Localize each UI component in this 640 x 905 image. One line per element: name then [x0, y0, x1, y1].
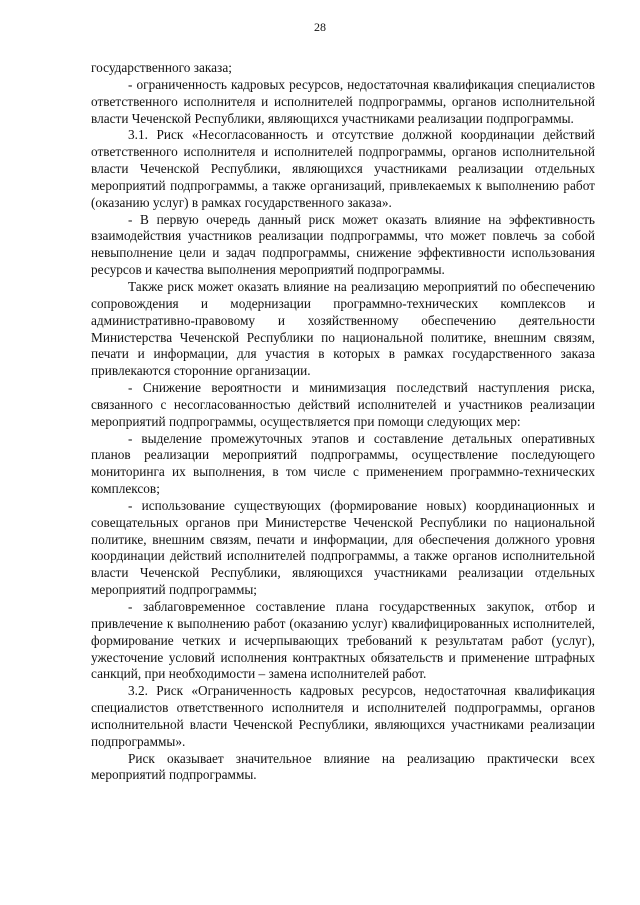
page-number: 28: [314, 20, 326, 34]
paragraph-staff-limitation: - ограниченность кадровых ресурсов, недостаточная квалификация специалистов ответственного исполнителя и исполнителей подпрограммы, органов исполнительной власти Чеченской Республики, являющихся участниками реализации подпрограммы.: [91, 76, 595, 126]
paragraph-risk-impact: - В первую очередь данный риск может оказать влияние на эффективность взаимодействия участников реализации подпрограммы, что может повлечь за собой невыполнение цели и задач подпрограммы, снижение эффективности использования ресурсов и качества выполнения мероприятий подпрограммы.: [91, 211, 595, 278]
paragraph-measure-stages: - выделение промежуточных этапов и составление детальных оперативных планов реализации мероприятий подпрограммы, осуществление последующего мониторинга их выполнения, в том числе с применением программно-технических комплексов;: [91, 430, 595, 497]
paragraph-measure-procurement: - заблаговременное составление плана государственных закупок, отбор и привлечение к выполнению работ (оказанию услуг) квалифицированных исполнителей, формирование четких и исчерпывающих требований к результатам работ (услуг), ужесточение условий исполнения контрактных обязательств и применение штрафных санкций, при необходимости – замена исполнителей работ.: [91, 599, 595, 682]
paragraph-risk-also: Также риск может оказать влияние на реализацию мероприятий по обеспечению сопровождения и модернизации программно-технических комплексов и административно-правовому и хозяйственному обеспечению деятельности Министерства Чеченской Республики по национальной политике, внешним связям, печати и информации, для участия в которых в рамках государственного заказа привлекаются сторонние организации.: [91, 278, 595, 379]
paragraph-continuation: государственного заказа;: [91, 60, 232, 75]
paragraph-risk-3-1: 3.1. Риск «Несогласованность и отсутствие должной координации действий ответственного исполнителя и исполнителей подпрограммы, органов исполнительной власти Чеченской Республики, являющихся участниками реализации отдельных мероприятий подпрограммы, а также организаций, привлекаемых к выполнению работ (оказанию услуг) в рамках государственного заказа».: [91, 127, 595, 210]
paragraph-risk-influence: Риск оказывает значительное влияние на реализацию практически всех мероприятий подпрограммы.: [91, 750, 595, 783]
paragraph-measure-bodies: - использование существующих (формирование новых) координационных и совещательных органов при Министерстве Чеченской Республики по национальной политике, внешним связям, печати и информации, для обеспечения должного уровня координации действий исполнителей подпрограммы, а также органов исполнительной власти Чеченской Республики, являющихся участниками реализации отдельных мероприятий подпрограммы;: [91, 497, 595, 598]
paragraph-mitigation-intro: - Снижение вероятности и минимизация последствий наступления риска, связанного с несогласованностью действий исполнителей и участников реализации мероприятий подпрограммы, осуществляется при помощи следующих мер:: [91, 380, 595, 429]
paragraph-risk-3-2: 3.2. Риск «Ограниченность кадровых ресурсов, недостаточная квалификация специалистов ответственного исполнителя и исполнителей подпрограммы, органов исполнительной власти Чеченской Республики, являющихся участниками реализации подпрограммы».: [91, 683, 595, 749]
document-body: [91, 60, 595, 784]
